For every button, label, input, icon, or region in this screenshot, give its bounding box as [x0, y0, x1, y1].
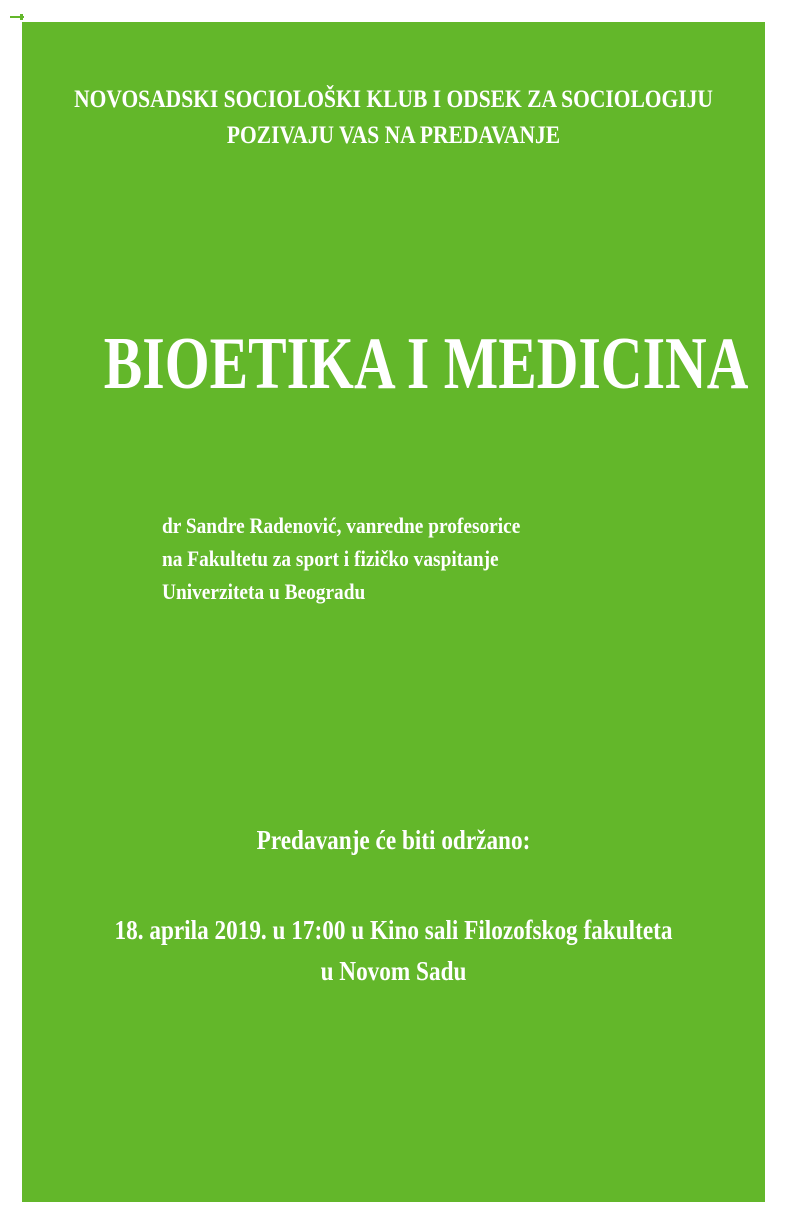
event-label: Predavanje će biti održano: — [256, 825, 531, 855]
event-line-1: 18. aprila 2019. u 17:00 u Kino sali Filozofskog fakulteta — [114, 915, 673, 945]
header-line-1: NOVOSADSKI SOCIOLOŠKI KLUB I ODSEK ZA SOCIOLOGIJU — [74, 86, 713, 113]
event-line-2: u Novom Sadu — [320, 956, 467, 986]
speaker-line-3: Univerziteta u Beogradu — [162, 579, 366, 604]
header-line-2: POZIVAJU VAS NA PREDAVANJE — [226, 122, 561, 149]
lecture-title: BIOETIKA I MEDICINA — [103, 323, 749, 405]
speaker-line-1: dr Sandre Radenović, vanredne profesorice — [162, 513, 521, 538]
event-details — [74, 910, 713, 992]
speaker-info — [162, 509, 520, 608]
corner-mark — [10, 14, 24, 20]
speaker-line-2: na Fakultetu za sport i fizičko vaspitanje — [162, 546, 499, 571]
poster-header — [74, 82, 713, 154]
poster — [22, 22, 765, 1202]
